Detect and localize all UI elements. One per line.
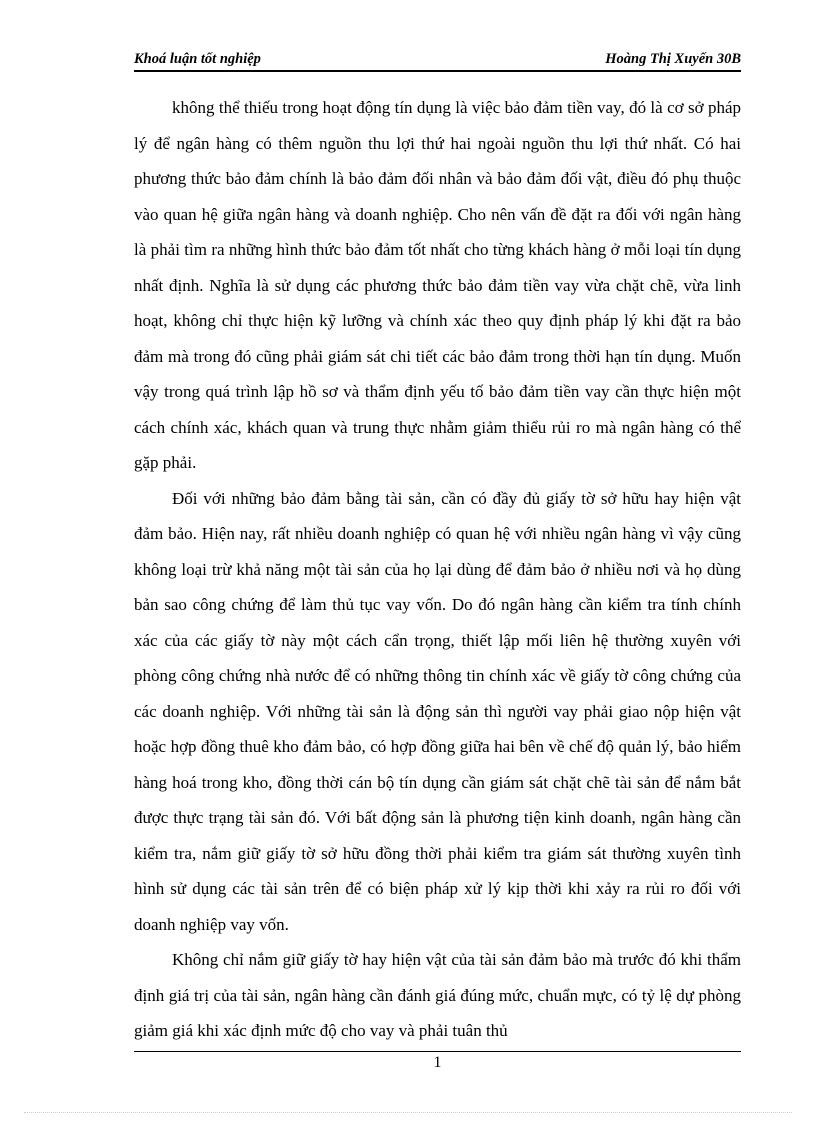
page-bottom-border (24, 1112, 792, 1113)
page-header (134, 49, 741, 72)
document-body (134, 90, 741, 1049)
paragraph: Đối với những bảo đảm bằng tài sản, cần có đầy đủ giấy tờ sở hữu hay hiện vật đảm bảo. Hiện nay, rất nhiều doanh nghiệp có quan hệ với nhiều ngân hàng vì vậy cũng không loại trừ khả năng một tài sản của họ lại dùng để đảm bảo ở nhiều nơi và họ dùng bản sao công chứng để làm thủ tục vay vốn. Do đó ngân hàng cần kiểm tra tính chính xác của các giấy tờ này một cách cẩn trọng, thiết lập mối liên hệ thường xuyên với phòng công chứng nhà nước để có những thông tin chính xác về giấy tờ công chứng của các doanh nghiệp. Với những tài sản là động sản thì người vay phải giao nộp hiện vật hoặc hợp đồng thuê kho đảm bảo, có hợp đồng giữa hai bên về chế độ quản lý, bảo hiểm hàng hoá trong kho, đồng thời cán bộ tín dụng cần giám sát chặt chẽ tài sản để nắm bắt được thực trạng tài sản đó. Với bất động sản là phương tiện kinh doanh, ngân hàng cần kiểm tra, nắm giữ giấy tờ sở hữu đồng thời phải kiểm tra giám sát thường xuyên tình hình sử dụng các tài sản trên để có biện pháp xử lý kịp thời khi xảy ra rủi ro đối với doanh nghiệp vay vốn. (134, 488, 741, 934)
header-thesis-title: Khoá luận tốt nghiệp (134, 51, 261, 67)
paragraph: không thể thiếu trong hoạt động tín dụng là việc bảo đảm tiền vay, đó là cơ sở pháp lý để ngân hàng có thêm nguồn thu lợi thứ hai ngoài nguồn thu lợi thứ nhất. Có hai phương thức bảo đảm chính là bảo đảm đối nhân và bảo đảm đối vật, điều đó phụ thuộc vào quan hệ giữa ngân hàng và doanh nghiệp. Cho nên vấn đề đặt ra đối với ngân hàng là phải tìm ra những hình thức bảo đảm tốt nhất cho từng khách hàng ở mỗi loại tín dụng nhất định. Nghĩa là sử dụng các phương thức bảo đảm tiền vay vừa chặt chẽ, vừa linh hoạt, không chỉ thực hiện kỹ lưỡng và chính xác theo quy định pháp lý khi đặt ra bảo đảm mà trong đó cũng phải giám sát chi tiết các bảo đảm trong thời hạn tín dụng. Muốn vậy trong quá trình lập hồ sơ và thẩm định yếu tố bảo đảm tiền vay cần thực hiện một cách chính xác, khách quan và trung thực nhằm giảm thiểu rủi ro mà ngân hàng có thể gặp phải. (134, 98, 741, 472)
page-number: 1 (433, 1054, 442, 1071)
header-author-name: Hoàng Thị Xuyến 30B (605, 51, 741, 67)
paragraph: Không chỉ nắm giữ giấy tờ hay hiện vật của tài sản đảm bảo mà trước đó khi thẩm định giá trị của tài sản, ngân hàng cần đánh giá đúng mức, chuẩn mực, có tỷ lệ dự phòng giảm giá khi xác định mức độ cho vay và phải tuân thủ (134, 950, 741, 1040)
footer-divider (134, 1051, 741, 1052)
